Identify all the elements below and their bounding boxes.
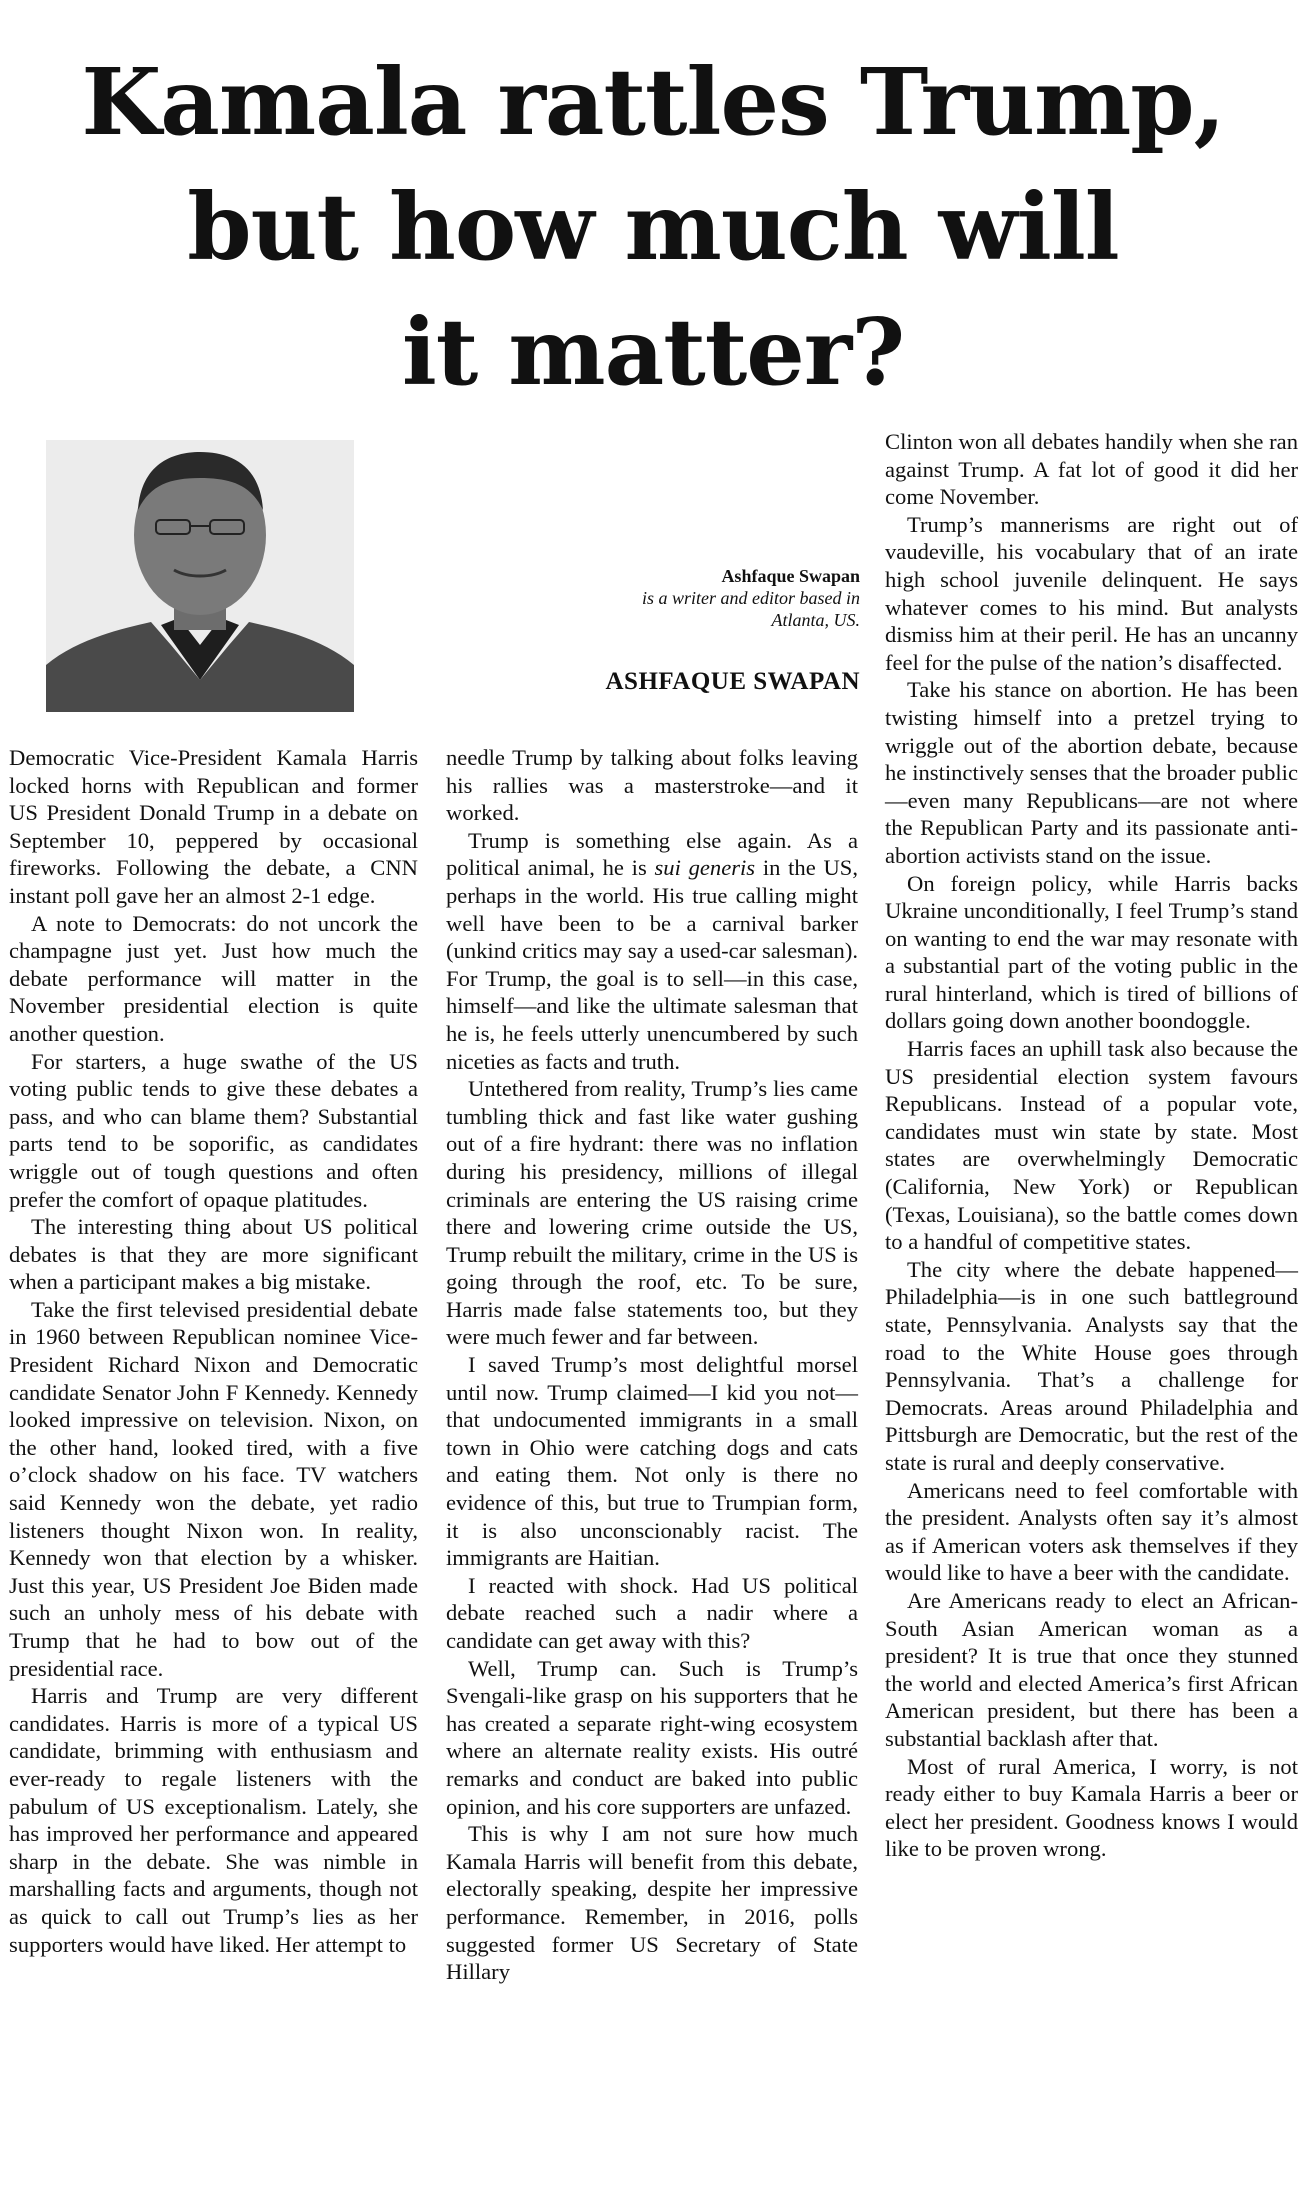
paragraph: I reacted with shock. Had US political debate reached such a nadir where a candidate can get away with this?: [446, 1572, 858, 1653]
paragraph: Most of rural America, I worry, is not ready either to buy Kamala Harris a beer or elect her president. Goodness knows I would like to be proven wrong.: [885, 1753, 1298, 1862]
italic-phrase: sui generis: [654, 855, 756, 881]
paragraph: Well, Trump can. Such is Trump’s Svengali-like grasp on his supporters that he has created a separate right-wing ecosystem where an alternate reality exists. His outré remarks and conduct are baked into public opinion, and his core supporters are unfazed.: [446, 1655, 858, 1819]
paragraph: Democratic Vice-President Kamala Harris locked horns with Republican and former US President Donald Trump in a debate on September 10, peppered by occasional fireworks. Following the debate, a CNN instant poll gave her an almost 2-1 edge.: [9, 745, 418, 908]
author-photo: [46, 440, 354, 712]
paragraph: Harris faces an uphill task also because the US presidential election system favours Republicans. Instead of a popular vote, candidates must win state by state. Most states are overwhelmingly Democratic (California, New York) or Republican (Texas, Louisiana), so the battle comes down to a handful of competitive states.: [885, 1036, 1298, 1255]
headline-line-1: Kamala rattles Trump,: [81, 48, 1225, 156]
paragraph: On foreign policy, while Harris backs Ukraine unconditionally, I feel Trump’s stand on wanting to end the war may resonate with a substantial part of the voting public in the rural hinterland, which is tired of billions of dollars going down another boondoggle.: [885, 870, 1298, 1034]
author-portrait-illustration: [46, 440, 354, 712]
paragraph: Clinton won all debates handily when she ran against Trump. A fat lot of good it did her come November.: [885, 429, 1298, 510]
headline: [0, 40, 1306, 415]
author-name: Ashfaque Swapan: [721, 566, 860, 586]
paragraph: A note to Democrats: do not uncork the champagne just yet. Just how much the debate performance will matter in the November presidential election is quite another question.: [9, 910, 418, 1046]
paragraph: The interesting thing about US political debates is that they are more significant when a participant makes a big mistake.: [9, 1214, 418, 1295]
author-info: [520, 565, 860, 631]
paragraph: Trump’s mannerisms are right out of vaudeville, his vocabulary that of an irate high school juvenile delinquent. He says whatever comes to his mind. But analysts dismiss him at their peril. He has an uncanny feel for the pulse of the nation’s disaffected.: [885, 511, 1298, 675]
column-2: [446, 744, 858, 1986]
paragraph: Untethered from reality, Trump’s lies came tumbling thick and fast like water gushing out of a fire hydrant: there was no inflation during his presidency, millions of illegal criminals are entering the US raising crime there and lowering crime outside the US, Trump rebuilt the military, crime in the US is going through the roof, etc. To be sure, Harris made false statements too, but they were much fewer and far between.: [446, 1076, 858, 1350]
paragraph: Take his stance on abortion. He has been twisting himself into a pretzel trying to wriggle out of the abortion debate, because he instinctively senses that the broader public—even many Republicans—are not where the Republican Party and its passionate anti-abortion activists stand on the issue.: [885, 677, 1298, 868]
paragraph: Are Americans ready to elect an African-South Asian American woman as a president? It is true that once they stunned the world and elected America’s first African American president, but there has been a substantial backlash after that.: [885, 1587, 1298, 1751]
headline-line-3: it matter?: [401, 298, 905, 406]
paragraph: needle Trump by talking about folks leaving his rallies was a masterstroke—and it worked.: [446, 745, 858, 826]
paragraph: This is why I am not sure how much Kamala Harris will benefit from this debate, electorally speaking, despite her impressive performance. Remember, in 2016, polls suggested former US Secretary of State Hillary: [446, 1821, 858, 1985]
paragraph: [446, 827, 858, 1075]
headline-line-2: but how much will: [187, 173, 1119, 281]
paragraph-text: Trump is something else again. As a political animal, he is: [446, 827, 858, 881]
author-bio: is a writer and editor based in Atlanta, US.: [641, 588, 860, 630]
paragraph: I saved Trump’s most delightful morsel until now. Trump claimed—I kid you not—that undocumented immigrants in a small town in Ohio were catching dogs and cats and eating them. Not only is there no evidence of this, but true to Trumpian form, it is also unconscionably racist. The immigrants are Haitian.: [446, 1352, 858, 1571]
paragraph: Take the first televised presidential debate in 1960 between Republican nominee Vice-President Richard Nixon and Democratic candidate Senator John F Kennedy. Kennedy looked impressive on television. Nixon, on the other hand, looked tired, with a five o’clock shadow on his face. TV watchers said Kennedy won the debate, yet radio listeners thought Nixon won. In reality, Kennedy won that election by a whisker. Just this year, US President Joe Biden made such an unholy mess of his debate with Trump that he had to bow out of the presidential race.: [9, 1296, 418, 1681]
paragraph: Harris and Trump are very different candidates. Harris is more of a typical US candidate, brimming with enthusiasm and ever-ready to regale listeners with the pabulum of US exceptionalism. Lately, she has improved her performance and appeared sharp in the debate. She was nimble in marshalling facts and arguments, though not as quick to call out Trump’s lies as her supporters would have liked. Her attempt to: [9, 1683, 418, 1957]
paragraph: Americans need to feel comfortable with the president. Analysts often say it’s almost as if American voters ask themselves if they would like to have a beer with the candidate.: [885, 1477, 1298, 1586]
paragraph-text: in the US, perhaps in the world. His true calling might well have been to be a carnival barker (unkind critics may say a used-car salesman). For Trump, the goal is to sell—in this case, himself—and like the ultimate salesman that he is, he feels utterly unencumbered by such niceties as facts and truth.: [446, 855, 859, 1074]
paragraph: The city where the debate happened—Philadelphia—is in one such battleground state, Pennsylvania. Analysts say that the road to the White House goes through Pennsylvania. That’s a challenge for Democrats. Areas around Philadelphia and Pittsburgh are Democratic, but the rest of the state is rural and deeply conservative.: [885, 1256, 1298, 1475]
column-3: [885, 428, 1298, 1863]
column-1: [9, 744, 418, 1958]
byline: ASHFAQUE SWAPAN: [605, 668, 860, 695]
paragraph: For starters, a huge swathe of the US voting public tends to give these debates a pass, and who can blame them? Substantial parts tend to be soporific, as candidates wriggle out of tough questions and often prefer the comfort of opaque platitudes.: [9, 1048, 418, 1212]
